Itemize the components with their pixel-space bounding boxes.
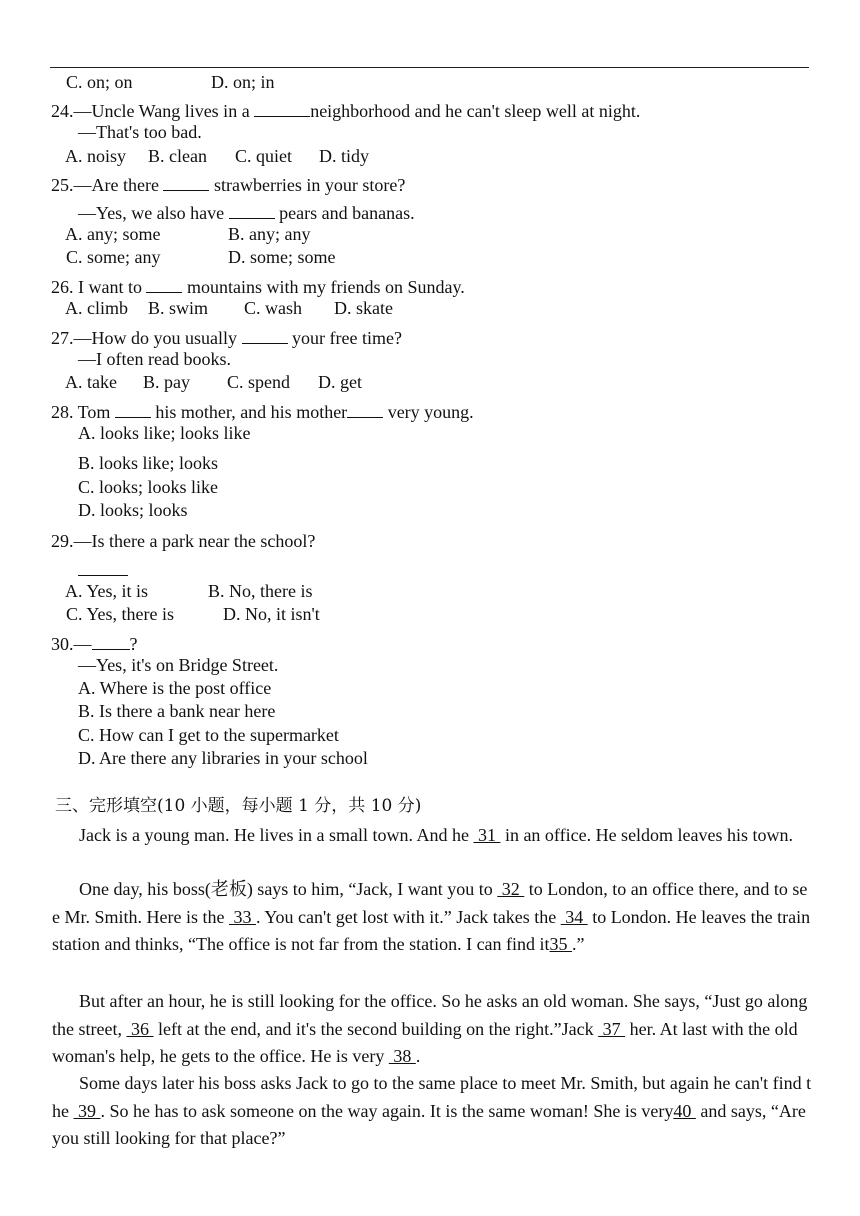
answer-blank[interactable]: [163, 172, 209, 191]
answer-blank[interactable]: [92, 631, 130, 650]
q30-option-d[interactable]: D. Are there any libraries in your school: [78, 748, 368, 768]
q30-option-b[interactable]: B. Is there a bank near here: [78, 701, 276, 721]
q28-option-c[interactable]: C. looks; looks like: [78, 477, 219, 497]
q26-option-b[interactable]: B. swim: [148, 298, 209, 318]
q25-option-b[interactable]: B. any; any: [228, 224, 311, 244]
question-number: 24.: [51, 101, 74, 121]
answer-blank[interactable]: [254, 98, 310, 117]
q25-option-a[interactable]: A. any; some: [65, 224, 161, 244]
cloze-blank-31[interactable]: 31: [473, 825, 501, 845]
cloze-paragraph-4: Some days later his boss asks Jack to go to the same place to meet Mr. Smith, but again he can't find the 39 . So he has to ask someone on the way again. It is the same woman! She is very40 and says, “Are you still looking for that place?”: [52, 1073, 812, 1149]
q24-option-b[interactable]: B. clean: [148, 146, 207, 166]
q28-stem: 28. Tom his mother, and his mother very young.: [51, 399, 474, 423]
q24-stem: 24.—Uncle Wang lives in a neighborhood and he can't sleep well at night.: [51, 98, 640, 122]
top-rule: [50, 67, 809, 68]
question-number: 30.: [51, 634, 74, 654]
cloze-blank-37[interactable]: 37: [598, 1018, 626, 1039]
cloze-blank-38[interactable]: 38: [388, 1046, 416, 1067]
q24-option-d[interactable]: D. tidy: [319, 146, 370, 166]
cloze-blank-33[interactable]: 33: [228, 906, 256, 927]
cloze-blank-32[interactable]: 32: [497, 879, 525, 899]
q27-option-d[interactable]: D. get: [318, 372, 362, 392]
q29-option-a[interactable]: A. Yes, it is: [65, 581, 149, 601]
q26-stem: 26. I want to mountains with my friends on Sunday.: [51, 274, 465, 298]
q27-stem: 27.—How do you usually your free time?: [51, 325, 402, 349]
cloze-paragraph-1: Jack is a young man. He lives in a small town. And he 31 in an office. He seldom leaves his town.: [79, 825, 794, 845]
q23-option-d: D. on; in: [211, 72, 275, 92]
q27-reply: —I often read books.: [78, 349, 231, 369]
cloze-blank-34[interactable]: 34: [560, 906, 588, 927]
q25-stem: 25.—Are there strawberries in your store?: [51, 172, 405, 196]
q29-option-c[interactable]: C. Yes, there is: [66, 604, 175, 624]
q30-option-a[interactable]: A. Where is the post office: [78, 678, 272, 698]
cloze-paragraph-2: One day, his boss(老板) says to him, “Jack, I want you to 32 to London, to an office there, and to see Mr. Smith. Here is the 33 . You can't get lost with it.” Jack takes the 34 to London. He leaves the train station and thinks, “The office is not far from the station. I can find it35 .”: [52, 879, 811, 955]
cloze-blank-35[interactable]: 35: [549, 934, 573, 955]
answer-blank[interactable]: [229, 200, 275, 219]
question-number: 26.: [51, 277, 74, 297]
q24-option-c[interactable]: C. quiet: [235, 146, 292, 166]
q28-option-b[interactable]: B. looks like; looks: [78, 453, 219, 473]
cloze-paragraph-3: But after an hour, he is still looking for the office. So he asks an old woman. She says, “Just go along the street, 36 left at the end, and it's the second building on the right.”Jack 37 her. At last with the old woman's help, he gets to the office. He is very 38 .: [52, 991, 808, 1067]
q25-option-d[interactable]: D. some; some: [228, 247, 336, 267]
answer-blank[interactable]: [78, 575, 128, 576]
cloze-blank-39[interactable]: 39: [73, 1100, 101, 1121]
q27-option-a[interactable]: A. take: [65, 372, 117, 392]
q25-option-c[interactable]: C. some; any: [66, 247, 161, 267]
q29-option-d[interactable]: D. No, it isn't: [223, 604, 320, 624]
q30-option-c[interactable]: C. How can I get to the supermarket: [78, 725, 339, 745]
cloze-blank-40[interactable]: 40: [673, 1100, 696, 1121]
q29-stem: 29.—Is there a park near the school?: [51, 531, 316, 551]
question-number: 25.: [51, 175, 74, 195]
q26-option-a[interactable]: A. climb: [65, 298, 128, 318]
answer-blank[interactable]: [242, 325, 288, 344]
q25-reply: —Yes, we also have pears and bananas.: [78, 200, 415, 224]
question-number: 28.: [51, 402, 74, 422]
q30-stem: 30.— ?: [51, 631, 138, 655]
q23-option-c: C. on; on: [66, 72, 133, 92]
answer-blank[interactable]: [347, 399, 383, 418]
cloze-blank-36[interactable]: 36: [126, 1018, 154, 1039]
q30-reply: —Yes, it's on Bridge Street.: [78, 655, 279, 675]
q24-option-a[interactable]: A. noisy: [65, 146, 127, 166]
q28-option-a[interactable]: A. looks like; looks like: [78, 423, 251, 443]
q28-option-d[interactable]: D. looks; looks: [78, 500, 188, 520]
answer-blank[interactable]: [115, 399, 151, 418]
question-number: 27.: [51, 328, 74, 348]
question-number: 29.: [51, 531, 74, 551]
q24-reply: —That's too bad.: [78, 122, 202, 142]
q26-option-c[interactable]: C. wash: [244, 298, 302, 318]
q27-option-b[interactable]: B. pay: [143, 372, 190, 392]
q26-option-d[interactable]: D. skate: [334, 298, 393, 318]
section-3-title: 三、完形填空(10 小题，每小题 1 分，共 10 分): [55, 796, 422, 816]
answer-blank[interactable]: [146, 274, 182, 293]
q27-option-c[interactable]: C. spend: [227, 372, 290, 392]
q29-option-b[interactable]: B. No, there is: [208, 581, 313, 601]
